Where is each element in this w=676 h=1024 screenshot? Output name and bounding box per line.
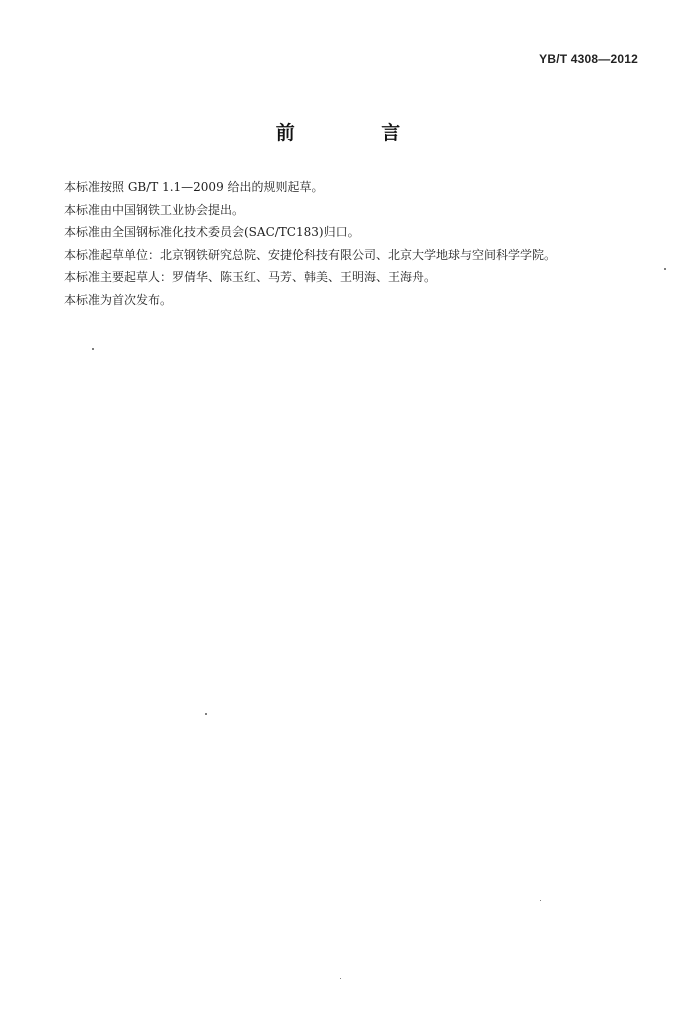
scan-speck [540, 900, 541, 901]
standard-code: YB/T 4308—2012 [539, 52, 638, 66]
foreword-body [64, 176, 654, 312]
scan-speck [664, 268, 666, 270]
paragraph-drafting-units: 本标准起草单位：北京钢铁研究总院、安捷伦科技有限公司、北京大学地球与空间科学学院。 [64, 247, 557, 262]
paragraph-first-release: 本标准为首次发布。 [64, 292, 173, 307]
page-title: 前 言 [275, 122, 441, 144]
paragraph-committee: 本标准由全国钢标准化技术委员会(SAC/TC183)归口。 [64, 225, 360, 240]
paragraph-drafting-rules: 本标准按照 GB/T 1.1—2009 给出的规则起草。 [64, 180, 324, 194]
scan-speck [340, 978, 341, 979]
paragraph-proposer: 本标准由中国钢铁工业协会提出。 [64, 202, 245, 217]
paragraph-drafters: 本标准主要起草人：罗倩华、陈玉红、马芳、韩美、王明海、王海舟。 [64, 270, 437, 285]
scan-speck [205, 713, 207, 715]
scan-speck [92, 348, 94, 350]
